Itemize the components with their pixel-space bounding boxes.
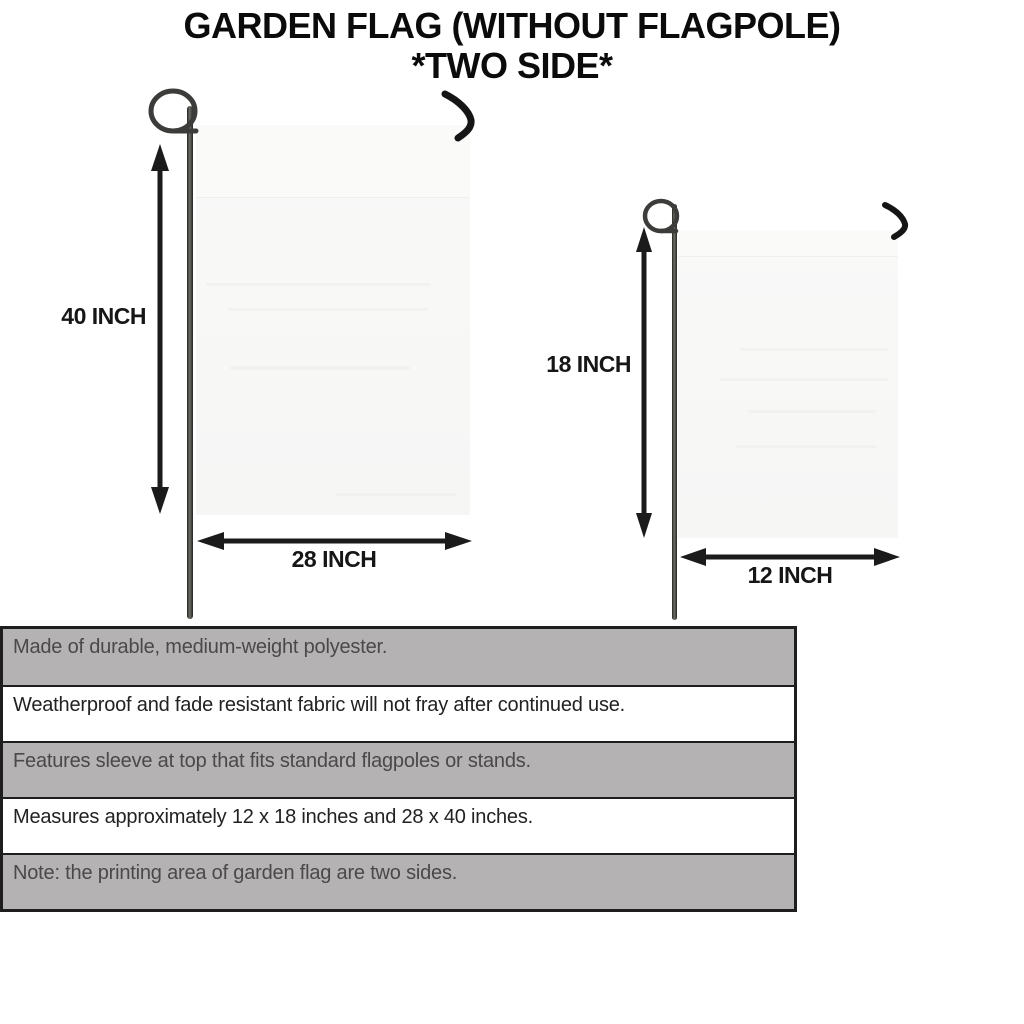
small-flag-canvas — [678, 230, 898, 538]
feature-row: Measures approximately 12 x 18 inches and 28 x 40 inches. — [3, 797, 794, 853]
feature-row: Made of durable, medium-weight polyester. — [3, 629, 794, 685]
feature-row: Note: the printing area of garden flag are two sides. — [3, 853, 794, 909]
fabric-fold — [748, 410, 876, 413]
small-flag-sleeve — [678, 230, 898, 257]
large-flag-canvas — [196, 125, 470, 515]
title-line-1: GARDEN FLAG (WITHOUT FLAGPOLE) — [183, 5, 841, 46]
small-flag-pole — [672, 204, 677, 620]
fabric-fold — [740, 348, 888, 351]
feature-row: Weatherproof and fade resistant fabric will not fray after continued use. — [3, 685, 794, 741]
features-table — [0, 626, 797, 912]
fabric-fold — [736, 445, 876, 448]
fabric-fold — [230, 366, 410, 370]
large-flag-width-label: 28 INCH — [291, 546, 377, 572]
title-line-2: *TWO SIDE* — [411, 44, 613, 86]
small-flag-height-label: 18 INCH — [546, 351, 631, 377]
fabric-fold — [336, 493, 456, 496]
large-flag-height-label: 40 INCH — [61, 303, 146, 329]
feature-row: Features sleeve at top that fits standard flagpoles or stands. — [3, 741, 794, 797]
large-flag-pole — [187, 106, 193, 619]
small-flag-width-label: 12 INCH — [747, 562, 833, 588]
small-flag-height-arrow — [636, 227, 652, 538]
fabric-fold — [720, 378, 888, 381]
large-flag-sleeve — [196, 125, 470, 198]
page-title — [0, 6, 1024, 85]
fabric-fold — [228, 308, 428, 311]
fabric-fold — [206, 283, 431, 286]
large-flag-height-arrow — [151, 144, 169, 514]
